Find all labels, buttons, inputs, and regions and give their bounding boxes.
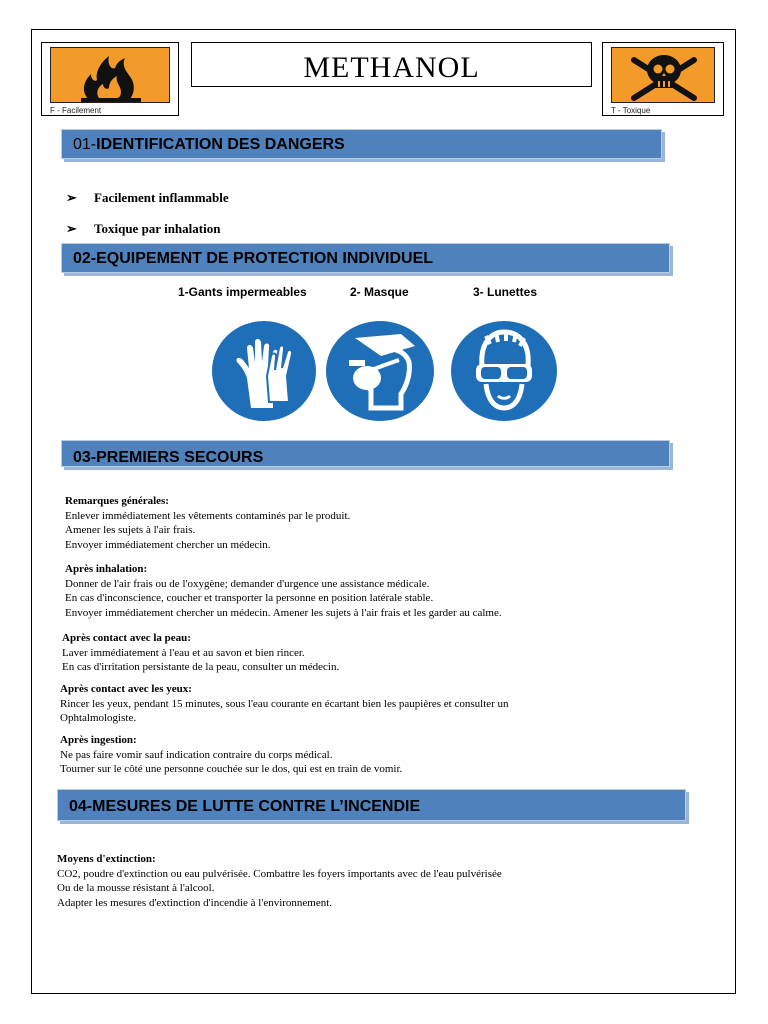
first-aid-heading: Après contact avec les yeux: bbox=[60, 683, 192, 695]
section-fire-fighting-header: 04-MESURES DE LUTTE CONTRE L’INCENDIE bbox=[57, 789, 686, 821]
section-first-aid-header: 03-PREMIERS SECOURS bbox=[61, 440, 670, 467]
arrow-bullet-icon: ➢ bbox=[66, 221, 77, 236]
flame-icon bbox=[50, 47, 170, 103]
first-aid-inhalation: Après inhalation: Donner de l'air frais ou de l'oxygène; demander d'urgence une assistance médicale. En cas d'inconscience, coucher et transporter la personne en position latérale stable. Envoyer immédiatement chercher un médecin. Amener les sujets à l'air frais et les garder au calme. bbox=[65, 563, 502, 619]
mask-icon bbox=[321, 316, 439, 426]
section-title: IDENTIFICATION DES DANGERS bbox=[96, 136, 345, 153]
gloves-icon bbox=[207, 316, 321, 426]
first-aid-heading: Après inhalation: bbox=[65, 563, 148, 575]
flammable-hazard-symbol bbox=[41, 42, 179, 116]
first-aid-heading: Remarques générales: bbox=[65, 495, 169, 507]
section-identification-header bbox=[61, 129, 662, 159]
ppe-label-goggles: 3- Lunettes bbox=[473, 285, 538, 299]
toxic-hazard-symbol bbox=[602, 42, 724, 116]
ppe-label-gloves: 1-Gants impermeables bbox=[178, 285, 307, 299]
first-aid-heading: Après contact avec la peau: bbox=[62, 632, 191, 644]
page-title: METHANOL bbox=[191, 42, 592, 87]
ppe-label-mask: 2- Masque bbox=[350, 285, 409, 299]
fire-heading: Moyens d'extinction: bbox=[57, 853, 156, 865]
section-ppe-header: 02-EQUIPEMENT DE PROTECTION INDIVIDUEL bbox=[61, 243, 670, 273]
flammable-caption: F - Facilement bbox=[50, 106, 102, 115]
skull-crossbones-icon bbox=[611, 47, 715, 103]
toxic-caption: T - Toxique bbox=[611, 106, 651, 115]
fire-extinction-means: Moyens d'extinction: CO2, poudre d'extinction ou eau pulvérisée. Combattre les foyers importants avec de l'eau pulvérisée Ou de la mousse résistant à l'alcool. Adapter les mesures d'extinction d'incendie à l'environnement. bbox=[57, 853, 502, 909]
danger-item: ➢ Facilement inflammable bbox=[66, 190, 229, 205]
first-aid-heading: Après ingestion: bbox=[60, 734, 137, 746]
first-aid-general: Remarques générales: Enlever immédiatement les vêtements contaminés par le produit. Amener les sujets à l'air frais. Envoyer immédiatement chercher un médecin. bbox=[65, 495, 351, 551]
first-aid-skin: Après contact avec la peau: Laver immédiatement à l'eau et au savon et bien rincer. En cas d'irritation persistante de la peau, consulter un médecin. bbox=[62, 632, 340, 673]
first-aid-eyes: Après contact avec les yeux: Rincer les yeux, pendant 15 minutes, sous l'eau courante en écartant bien les paupières et consulter un Ophtalmologiste. bbox=[60, 683, 509, 724]
arrow-bullet-icon: ➢ bbox=[66, 190, 77, 205]
danger-item: ➢ Toxique par inhalation bbox=[66, 221, 221, 236]
goggles-icon bbox=[446, 316, 562, 426]
section-number: 01- bbox=[73, 136, 97, 153]
first-aid-ingestion: Après ingestion: Ne pas faire vomir sauf indication contraire du corps médical. Tourner sur le côté une personne couchée sur le dos, qui est en train de vomir. bbox=[60, 734, 403, 775]
